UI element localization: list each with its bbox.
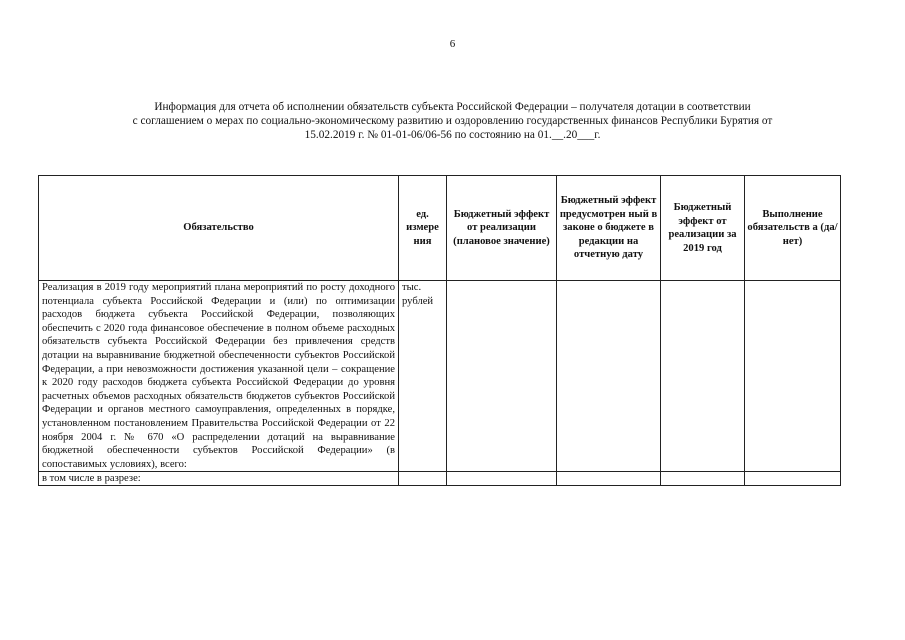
column-header-law-effect: Бюджетный эффект предусмотрен ный в законе о бюджете в редакции на отчетную дату xyxy=(557,176,661,281)
unit-line-2: рублей xyxy=(402,296,434,307)
heading-line-1: Информация для отчета об исполнении обязательств субъекта Российской Федерации – получателя дотации в соответствии xyxy=(154,101,751,113)
table-row xyxy=(39,281,841,472)
law-effect-cell xyxy=(557,281,661,472)
document-heading xyxy=(60,100,845,142)
column-header-effect-2019: Бюджетный эффект от реализации за 2019 год xyxy=(661,176,745,281)
fulfillment-cell xyxy=(745,472,841,486)
effect-2019-cell xyxy=(661,281,745,472)
unit-line-1: тыс. xyxy=(402,282,422,293)
column-header-fulfillment: Выполнение обязательств а (да/нет) xyxy=(745,176,841,281)
fulfillment-cell xyxy=(745,281,841,472)
unit-cell xyxy=(399,281,447,472)
column-header-unit: ед. измере ния xyxy=(399,176,447,281)
unit-cell xyxy=(399,472,447,486)
heading-line-2: с соглашением о мерах по социально-экономическому развитию и оздоровлению государственных финансов Республики Бурятия от xyxy=(132,115,773,127)
table-header-row xyxy=(39,176,841,281)
obligation-cell: в том числе в разрезе: xyxy=(39,472,399,486)
column-header-planned-effect: Бюджетный эффект от реализации (плановое значение) xyxy=(447,176,557,281)
heading-line-3: 15.02.2019 г. № 01-01-06/06-56 по состоянию на 01.__.20___г. xyxy=(304,129,601,141)
column-header-obligation: Обязательство xyxy=(39,176,399,281)
obligations-table xyxy=(38,175,841,486)
planned-effect-cell xyxy=(447,281,557,472)
effect-2019-cell xyxy=(661,472,745,486)
obligation-cell: Реализация в 2019 году мероприятий плана мероприятий по росту доходного потенциала субъекта Российской Федерации и (или) по оптимизации расходов бюджета субъекта Российской Федерации, позволяющих обеспечить с 2020 года финансовое обеспечение в полном объеме расходных обязательств субъекта Российской Федерации без привлечения средств дотации на выравнивание бюджетной обеспеченности субъектов Российской Федерации, а при невозможности достижения указанной цели – сокращение к 2020 году расходов бюджета субъекта Российской Федерации до уровня расчетных объемов расходных обязательств бюджетов субъектов Российской Федерации и органов местного самоуправления, определенных в порядке, установленном постановлением Правительства Российской Федерации от 22 ноября 2004 г. № 670 «О распределении дотаций на выравнивание бюджетной обеспеченности субъектов Российской Федерации» (в сопоставимых условиях), всего: xyxy=(39,281,399,472)
page-number: 6 xyxy=(449,38,456,50)
planned-effect-cell xyxy=(447,472,557,486)
table-row xyxy=(39,472,841,486)
law-effect-cell xyxy=(557,472,661,486)
